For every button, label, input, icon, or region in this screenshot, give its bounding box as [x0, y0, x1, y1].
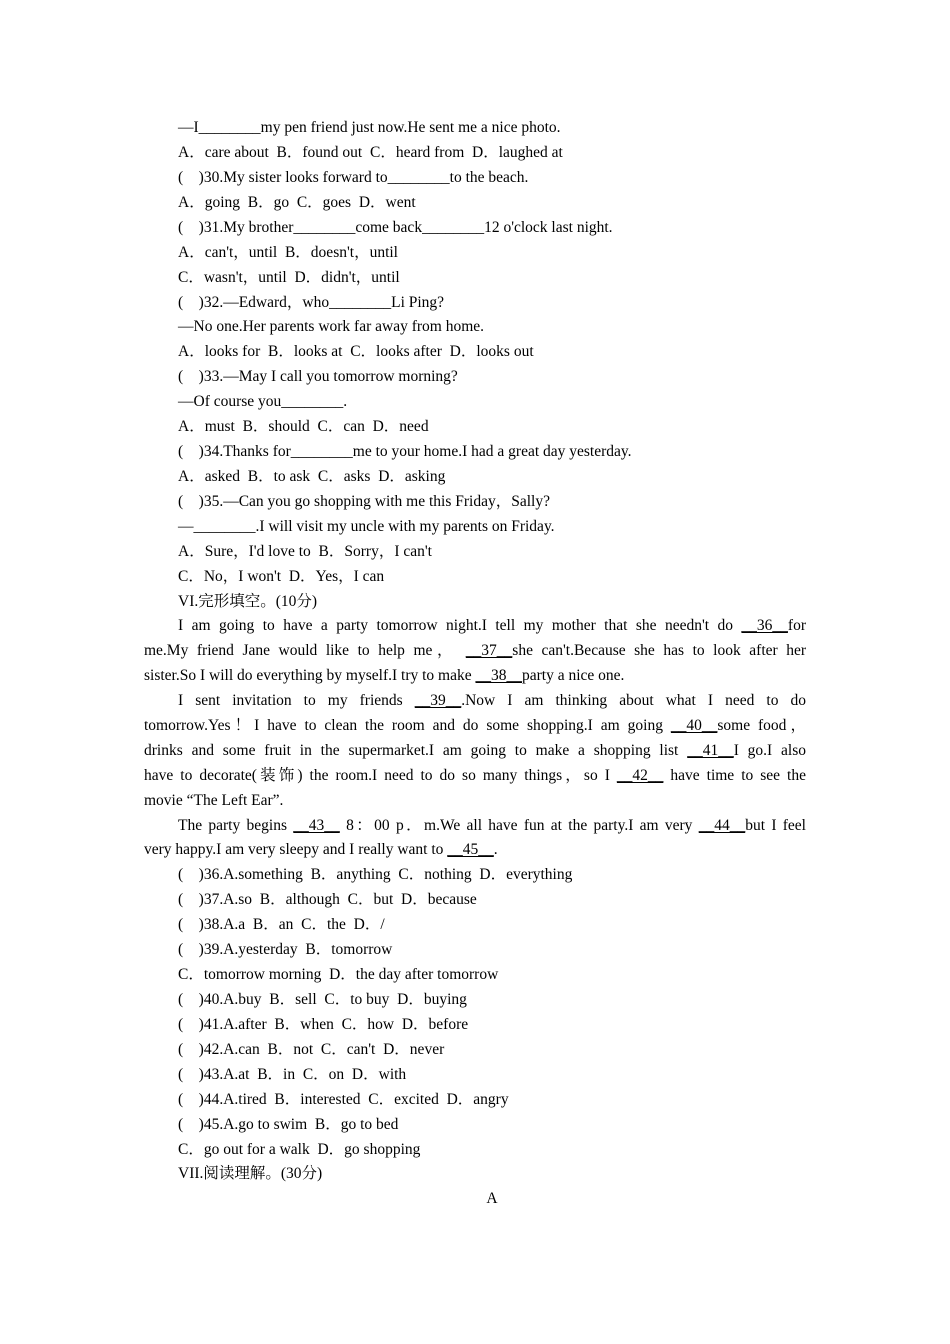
passage-text: have to decorate(装饰) the room.I need to do so many things，so I	[144, 767, 617, 784]
passage-text: me.My friend Jane would like to help me，	[144, 642, 458, 659]
question-36: ( )36.A.something B．anything C．nothing D．everything	[178, 866, 573, 883]
passage-text: .	[493, 841, 498, 858]
question-35: ( )35.—Can you go shopping with me this Friday，Sally?	[178, 493, 550, 510]
passage-text: party a nice one.	[521, 667, 625, 684]
blank-43: __43__	[293, 817, 340, 834]
passage-text: but I feel	[745, 817, 806, 834]
passage-line	[144, 666, 624, 686]
blank-42: __42__	[616, 767, 664, 784]
text-line: —Of course you________.	[178, 393, 348, 410]
passage-text: she can't.Because she has to look after her	[512, 642, 806, 659]
passage-text: sister.So I will do everything by myself.I try to make	[144, 667, 476, 684]
question-44: ( )44.A.tired B．interested C．excited D．angry	[178, 1091, 509, 1108]
question-41: ( )41.A.after B．when C．how D．before	[178, 1016, 469, 1033]
passage-text: I go.I also	[733, 742, 806, 759]
passage-text: drinks and some fruit in the supermarket.I am going to make a shopping list	[144, 742, 688, 759]
question-45: ( )45.A.go to swim B．go to bed	[178, 1116, 399, 1133]
passage-text: .Now I am thinking about what I need to do	[461, 692, 806, 709]
passage-line: movie “The Left Ear”.	[144, 792, 284, 809]
passage-line	[178, 691, 806, 711]
answer-options: C．wasn't，until D．didn't，until	[178, 269, 400, 286]
answer-options: C．No，I won't D．Yes，I can	[178, 568, 385, 585]
passage-line	[144, 741, 806, 761]
blank-41: __41__	[687, 742, 734, 759]
passage-line	[178, 816, 806, 836]
question-30: ( )30.My sister looks forward to________to the beach.	[178, 169, 529, 186]
answer-options: A．asked B．to ask C．asks D．asking	[178, 468, 446, 485]
answer-options: C．tomorrow morning D．the day after tomorrow	[178, 966, 499, 983]
question-40: ( )40.A.buy B．sell C．to buy D．buying	[178, 991, 467, 1008]
blank-45: __45__	[447, 841, 494, 858]
question-38: ( )38.A.a B．an C．the D．/	[178, 916, 385, 933]
passage-line	[178, 616, 806, 636]
question-32: ( )32.—Edward，who________Li Ping?	[178, 294, 445, 311]
text-line: —No one.Her parents work far away from home.	[178, 318, 485, 335]
question-33: ( )33.—May I call you tomorrow morning?	[178, 368, 458, 385]
passage-line	[144, 766, 806, 786]
answer-options: A．can't，until B．doesn't，until	[178, 244, 398, 261]
text-line: —I________my pen friend just now.He sent me a nice photo.	[178, 119, 561, 136]
blank-37: __37__	[465, 642, 513, 659]
answer-options: C．go out for a walk D．go shopping	[178, 1141, 421, 1158]
text-line: —________.I will visit my uncle with my parents on Friday.	[178, 518, 555, 535]
passage-text: very happy.I am very sleepy and I really want to	[144, 841, 448, 858]
answer-options: A．must B．should C．can D．need	[178, 418, 429, 435]
passage-text: tomorrow.Yes！I have to clean the room and do some shopping.I am going	[144, 717, 671, 734]
question-43: ( )43.A.at B．in C．on D．with	[178, 1066, 407, 1083]
section-heading-cloze: VI.完形填空。(10分)	[178, 593, 318, 610]
blank-39: __39__	[414, 692, 462, 709]
answer-options: A．Sure，I'd love to B．Sorry，I can't	[178, 543, 432, 560]
question-37: ( )37.A.so B．although C．but D．because	[178, 891, 477, 908]
section-heading-reading: VII.阅读理解。(30分)	[178, 1165, 323, 1182]
answer-options: A．care about B．found out C．heard from D．laughed at	[178, 144, 563, 161]
question-39: ( )39.A.yesterday B．tomorrow	[178, 941, 393, 958]
passage-line	[144, 716, 806, 736]
passage-text: for	[787, 617, 806, 634]
passage-text: have time to see the	[663, 767, 806, 784]
section-label: A	[486, 1190, 498, 1207]
passage-line	[144, 641, 806, 661]
blank-38: __38__	[475, 667, 522, 684]
question-31: ( )31.My brother________come back________12 o'clock last night.	[178, 219, 613, 236]
passage-text: The party begins	[178, 817, 294, 834]
blank-40: __40__	[670, 717, 718, 734]
passage-line	[144, 840, 498, 860]
answer-options: A．going B．go C．goes D．went	[178, 194, 416, 211]
blank-44: __44__	[698, 817, 746, 834]
question-34: ( )34.Thanks for________me to your home.I had a great day yesterday.	[178, 443, 632, 460]
answer-options: A．looks for B．looks at C．looks after D．looks out	[178, 343, 534, 360]
passage-text: I am going to have a party tomorrow night.I tell my mother that she needn't do	[178, 617, 742, 634]
passage-text: 8：00 p．m.We all have fun at the party.I am very	[339, 817, 699, 834]
passage-text: I sent invitation to my friends	[178, 692, 415, 709]
blank-36: __36__	[741, 617, 788, 634]
question-42: ( )42.A.can B．not C．can't D．never	[178, 1041, 445, 1058]
passage-text: some food，	[717, 717, 806, 734]
